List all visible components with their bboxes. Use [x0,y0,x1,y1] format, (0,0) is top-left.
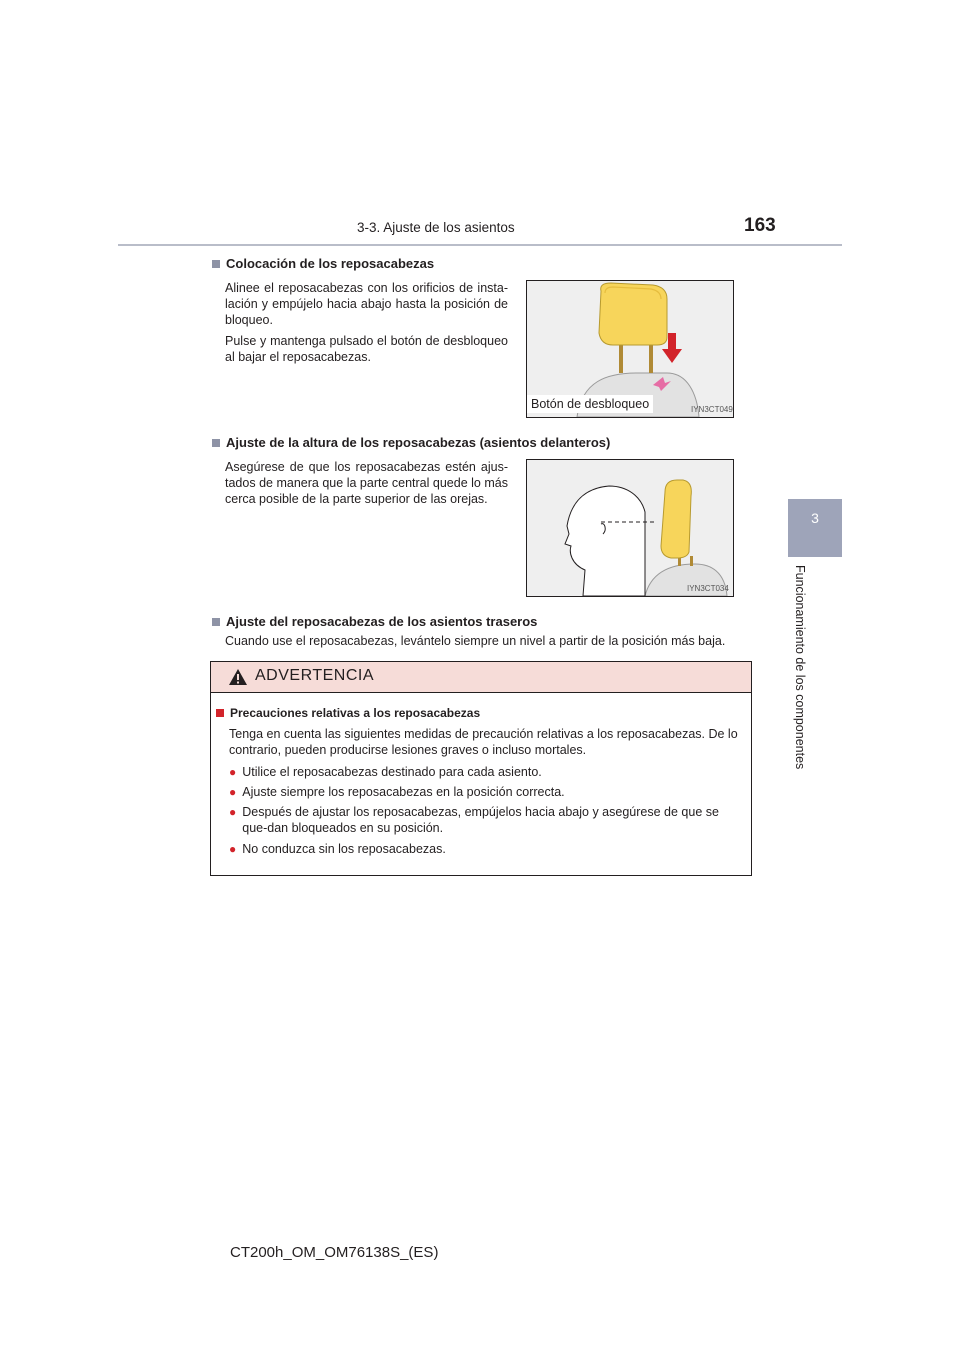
square-bullet-icon [212,439,220,447]
warning-bullet [229,804,744,836]
section-heading-3-text: Ajuste del reposacabezas de los asientos traseros [226,614,538,629]
headrest-lowering-figure [526,280,734,418]
warning-bullet-text: Ajuste siempre los reposacabezas en la posición correcta. [242,785,565,799]
chapter-title: Funcionamiento de los componentes [793,565,807,770]
square-bullet-icon [212,260,220,268]
section-2-body [225,459,508,512]
round-bullet-icon: ● [229,805,237,819]
square-bullet-icon [216,709,224,717]
warning-bullet [229,764,744,780]
section-heading-1-text: Colocación de los reposacabezas [226,256,435,271]
warning-subtitle [216,706,480,720]
round-bullet-icon: ● [229,765,237,779]
paragraph: Asegúrese de que los reposacabezas estén ajus-tados de manera que la parte central quede lo más cerca posible de la parte superior de las orejas. [225,460,508,506]
section-heading-3 [212,614,537,629]
chapter-number: 3 [811,510,819,526]
headrest-height-figure [526,459,734,597]
figure-code: IYN3CT034 [687,584,729,593]
header-rule [118,244,842,246]
figure-code: IYN3CT049 [691,405,733,414]
document-id: CT200h_OM_OM76138S_(ES) [230,1244,439,1261]
warning-bullet-text: No conduzca sin los reposacabezas. [242,842,446,856]
square-bullet-icon [212,618,220,626]
section-heading-2 [212,435,610,450]
warning-header [211,662,751,693]
warning-bullet [229,841,744,857]
section-3-body [225,633,750,654]
warning-bullet [229,784,744,800]
round-bullet-icon: ● [229,785,237,799]
round-bullet-icon: ● [229,842,237,856]
section-heading-1 [212,256,434,271]
warning-triangle-icon [228,668,248,686]
chapter-tab [788,499,842,557]
paragraph: Pulse y mantenga pulsado el botón de desbloqueo al bajar el reposacabezas. [225,334,508,364]
warning-bullet-text: Después de ajustar los reposacabezas, empújelos hacia abajo y asegúrese de que se que-dan bloqueados en su posición. [242,805,719,835]
warning-intro: Tenga en cuenta las siguientes medidas de precaución relativas a los reposacabezas. De lo contrario, pueden producirse lesiones graves o incluso mortales. [229,727,738,757]
section-title: 3-3. Ajuste de los asientos [357,220,515,235]
page-number: 163 [744,215,776,236]
section-heading-2-text: Ajuste de la altura de los reposacabezas (asientos delanteros) [226,435,611,450]
release-button-label: Botón de desbloqueo [527,395,653,413]
section-1-body [225,280,508,370]
warning-subtitle-text: Precauciones relativas a los reposacabezas [230,706,481,720]
warning-bullet-text: Utilice el reposacabezas destinado para cada asiento. [242,765,542,779]
warning-title: ADVERTENCIA [255,667,375,684]
head-position-illustration [527,460,733,596]
warning-box [210,661,752,876]
paragraph: Cuando use el reposacabezas, levántelo siempre un nivel a partir de la posición más baja. [225,634,726,648]
paragraph: Alinee el reposacabezas con los orificios de insta-lación y empújelo hacia abajo hasta la posición de bloqueo. [225,281,508,327]
